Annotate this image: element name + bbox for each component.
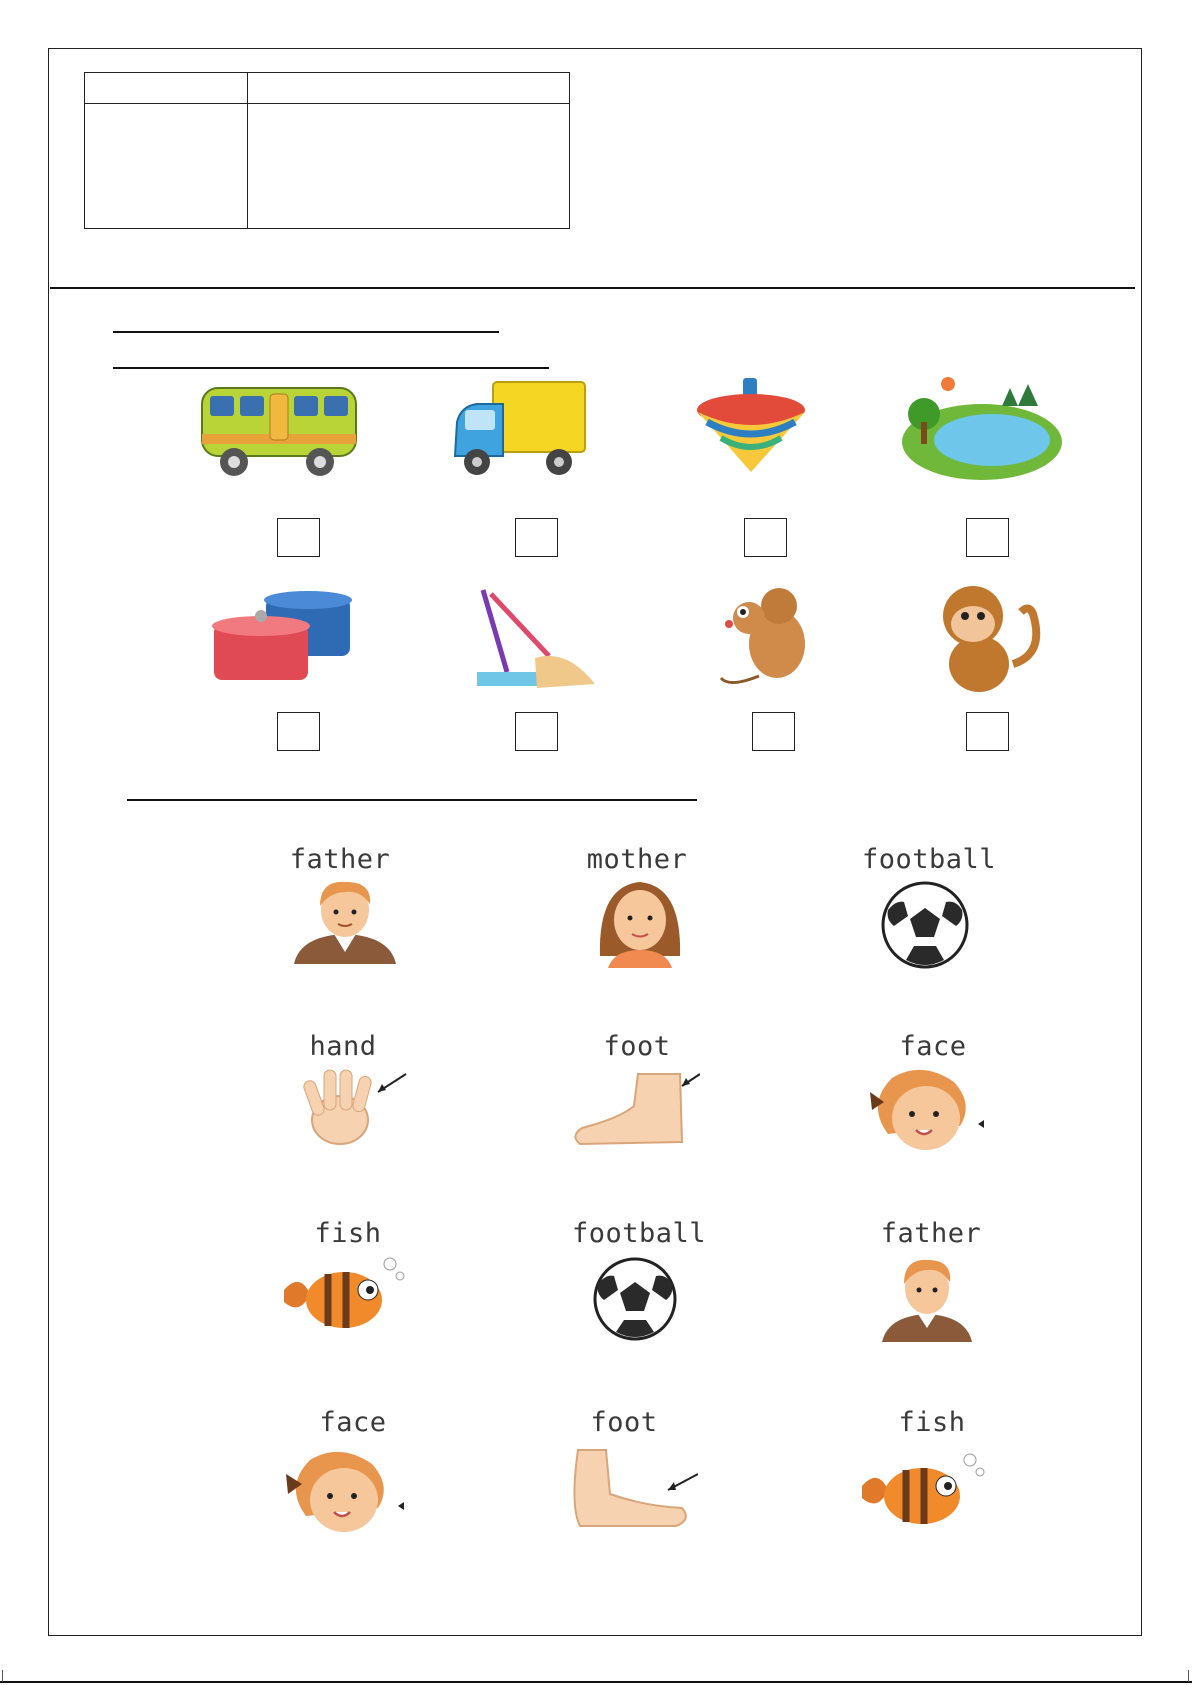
truck-icon (447, 376, 590, 481)
fish-icon (280, 1250, 410, 1342)
page-corner-tick (2, 1670, 3, 1682)
table-cell-value-1[interactable] (248, 73, 570, 104)
word-label: fish (898, 1407, 966, 1438)
table-cell-label-1[interactable] (85, 73, 248, 104)
answer-box-5[interactable] (277, 712, 320, 751)
answer-box-6[interactable] (515, 712, 558, 751)
word-label: foot (603, 1031, 671, 1062)
instruction-line-3 (127, 799, 697, 801)
answer-box-4[interactable] (966, 518, 1009, 557)
mop-icon (477, 588, 597, 696)
header-info-table (84, 72, 570, 229)
answer-box-3[interactable] (744, 518, 787, 557)
word-label: foot (590, 1407, 658, 1438)
football-icon (870, 880, 980, 970)
face-icon (862, 1064, 986, 1156)
hand-icon (278, 1066, 408, 1152)
word-label: football (862, 844, 997, 875)
word-label: hand (309, 1031, 377, 1062)
father-icon (880, 1250, 974, 1342)
word-label: face (899, 1031, 967, 1062)
word-label: father (880, 1218, 982, 1249)
word-label: football (572, 1218, 707, 1249)
spinning-top-icon (695, 376, 808, 476)
word-label: mother (586, 844, 688, 875)
table-cell-label-2[interactable] (85, 104, 248, 229)
fish-icon (858, 1444, 990, 1536)
answer-box-2[interactable] (515, 518, 558, 557)
football-icon (578, 1256, 692, 1342)
pots-icon (200, 588, 363, 688)
word-label: father (289, 844, 391, 875)
instruction-line-2 (113, 367, 549, 369)
pond-icon (900, 376, 1063, 483)
father-icon (290, 876, 400, 964)
monkey-icon (933, 584, 1047, 694)
page-bottom-edge (0, 1681, 1192, 1683)
table-cell-value-2[interactable] (248, 104, 570, 229)
word-label: fish (314, 1218, 382, 1249)
face-icon (278, 1444, 406, 1538)
instruction-line-1 (113, 331, 499, 333)
foot-icon (564, 1446, 698, 1532)
answer-box-1[interactable] (277, 518, 320, 557)
foot-icon (568, 1070, 700, 1152)
page-corner-tick (1188, 1670, 1189, 1682)
section-separator (50, 287, 1135, 289)
mother-icon (594, 876, 686, 968)
answer-box-8[interactable] (966, 712, 1009, 751)
word-label: face (319, 1407, 387, 1438)
bus-icon (196, 376, 363, 483)
answer-box-7[interactable] (752, 712, 795, 751)
mouse-icon (719, 584, 817, 690)
